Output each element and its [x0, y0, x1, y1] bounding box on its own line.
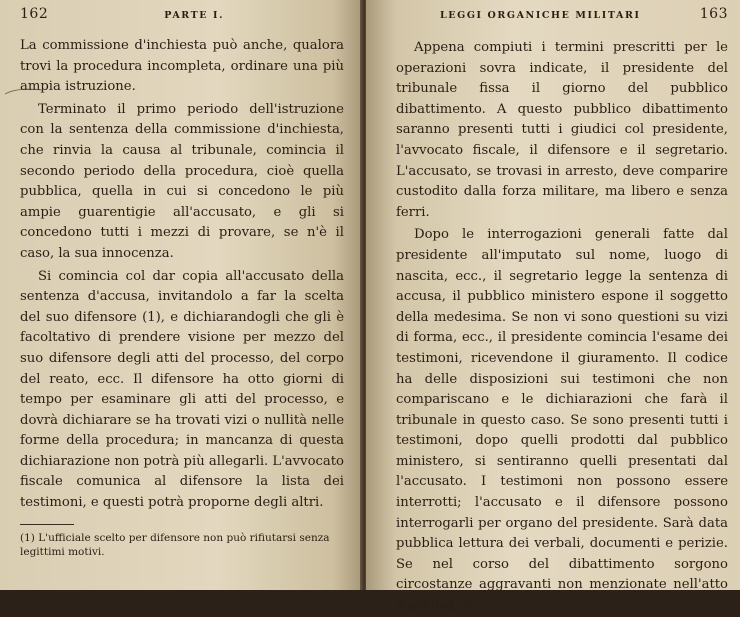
left-page-number: 162: [20, 6, 49, 22]
paragraph: Si comincia col dar copia all'accusato della sentenza d'accusa, invitandolo a far la scelta del suo difensore (1), e dichiarandogli che gli è facoltativo di prendere visione per mezzo del suo difensore degli atti del processo, del corpo del reato, ecc. Il difensore ha otto giorni di tempo per esaminare gli atti del processo, e dovrà dichiarare se ha trovati vizi o nullità nelle forme della procedura; in mancanza di questa dichiarazione non potrà più allegarli. L'avvocato fiscale comunica al difensore la lista dei testimoni, e questi potrà proporne degli altri.: [20, 268, 344, 511]
paragraph: La commissione d'inchiesta può anche, qualora trovi la procedura incompleta, ordinare una più ampia istruzione.: [20, 38, 344, 95]
footnote: (1) L'ufficiale scelto per difensore non può rifiutarsi senza legittimi motivi.: [20, 531, 330, 558]
footnote-rule: [20, 524, 74, 525]
paragraph: Appena compiuti i termini prescritti per le operazioni sovra indicate, il presidente del tribunale fissa il giorno del pubblico dibattimento. A questo pubblico dibattimento saranno presenti tutti i giudici col presidente, l'avvocato fiscale, il difensore e il segretario. L'accusato, se trovasi in arresto, deve comparire custodito dalla forza militare, ma libero e senza ferri.: [396, 40, 728, 220]
right-running-title: LEGGI ORGANICHE MILITARI: [440, 10, 641, 21]
paragraph: Dopo le interrogazioni generali fatte dal presidente all'imputato sul nome, luogo di nascita, ecc., il segretario legge la sentenza di accusa, il pubblico ministero espone il soggetto della medesima. Se non vi sono questioni su vizi di forma, ecc., il presidente comincia l'esame dei testimoni, ricevendone il giuramento. Il codice ha delle disposizioni sui testimoni che non compariscano e le dichiarazioni che farà il tribunale in questo caso. Se sono presenti tutti i testimoni, dopo quelli prodotti dal pubblico ministero, si sentiranno quelli presentati dal l'accusato. I testimoni non possono essere interrotti; l'accusato e il difensore possono interrogarli per organo del presidente. Sarà data pubblica lettura dei verbali, documenti e perizie. Se nel corso del dibattimento sorgono circostanze aggravanti non menzionate nell'atto d'accusa, o: [396, 227, 728, 614]
left-running-head: [20, 6, 344, 28]
left-page: [0, 0, 362, 590]
left-running-title: PARTE I.: [164, 10, 224, 21]
right-page-text: [396, 38, 728, 617]
paragraph: Terminato il primo periodo dell'istruzione con la sentenza della commissione d'inchiesta, che rinvia la causa al tribunale, comincia il secondo periodo della procedura, cioè quella pubblica, quella in cui si concedono le più ampie guarentigie all'accusato, e gli si concedono tutti i mezzi di provare, se n'è il caso, la sua innocenza.: [20, 101, 344, 261]
right-running-head: [396, 6, 728, 28]
left-page-text: [20, 36, 344, 514]
right-page: [366, 0, 740, 614]
right-page-number: 163: [699, 6, 728, 22]
